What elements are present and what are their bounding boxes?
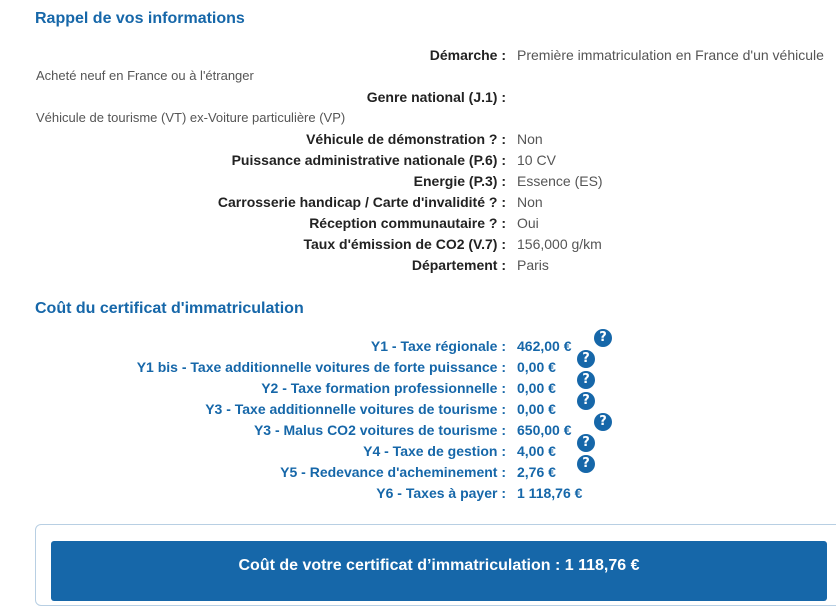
help-icon[interactable]: ? bbox=[577, 371, 595, 389]
genre-value: Véhicule de tourisme (VT) ex-Voiture particulière (VP) bbox=[36, 110, 346, 125]
info-value: 156,000 g/km bbox=[517, 236, 602, 252]
info-value: 10 CV bbox=[517, 152, 556, 168]
cost-value: 462,00 € bbox=[517, 338, 572, 354]
info-row bbox=[0, 213, 836, 233]
info-label: Energie (P.3) : bbox=[413, 173, 506, 189]
cost-row bbox=[0, 456, 836, 482]
help-icon[interactable]: ? bbox=[577, 350, 595, 368]
help-icon[interactable]: ? bbox=[594, 329, 612, 347]
cost-value: 650,00 € bbox=[517, 422, 572, 438]
info-label: Réception communautaire ? : bbox=[309, 215, 506, 231]
cost-section-title: Coût du certificat d'immatriculation bbox=[35, 300, 304, 317]
cost-row bbox=[0, 393, 836, 419]
demarche-value: Première immatriculation en France d'un véhicule bbox=[517, 47, 824, 63]
cost-value: 1 118,76 € bbox=[517, 485, 583, 501]
info-row bbox=[0, 150, 836, 170]
cost-label: Y1 - Taxe régionale : bbox=[370, 338, 506, 354]
info-value: Paris bbox=[517, 257, 549, 273]
info-row bbox=[0, 234, 836, 254]
demarche-label: Démarche : bbox=[429, 47, 506, 63]
info-row bbox=[0, 255, 836, 275]
cost-label: Y2 - Taxe formation professionnelle : bbox=[261, 380, 506, 396]
demarche-row bbox=[0, 45, 836, 65]
total-banner bbox=[51, 541, 827, 601]
cost-row bbox=[0, 372, 836, 398]
info-value: Non bbox=[517, 194, 543, 210]
demarche-value-continued: Acheté neuf en France ou à l'étranger bbox=[36, 68, 254, 83]
help-icon[interactable]: ? bbox=[594, 413, 612, 431]
cost-value: 0,00 € bbox=[517, 380, 556, 396]
total-cost-text: Coût de votre certificat d’immatriculation : 1 118,76 € bbox=[238, 557, 640, 574]
info-label: Véhicule de démonstration ? : bbox=[306, 131, 506, 147]
cost-value: 0,00 € bbox=[517, 359, 556, 375]
info-label: Taux d'émission de CO2 (V.7) : bbox=[303, 236, 506, 252]
info-value: Essence (ES) bbox=[517, 173, 603, 189]
info-section-title: Rappel de vos informations bbox=[35, 10, 245, 27]
cost-label: Y4 - Taxe de gestion : bbox=[363, 443, 506, 459]
info-label: Puissance administrative nationale (P.6) : bbox=[231, 152, 506, 168]
info-row bbox=[0, 192, 836, 212]
cost-label: Y6 - Taxes à payer : bbox=[376, 485, 506, 501]
help-icon[interactable]: ? bbox=[577, 455, 595, 473]
cost-value: 4,00 € bbox=[517, 443, 556, 459]
cost-value: 0,00 € bbox=[517, 401, 556, 417]
cost-label: Y5 - Redevance d'acheminement : bbox=[280, 464, 506, 480]
info-label: Département : bbox=[411, 257, 506, 273]
cost-row bbox=[0, 330, 836, 356]
info-value: Non bbox=[517, 131, 543, 147]
cost-label: Y3 - Taxe additionnelle voitures de tourisme : bbox=[205, 401, 506, 417]
info-row bbox=[0, 129, 836, 149]
help-icon[interactable]: ? bbox=[577, 434, 595, 452]
cost-row bbox=[0, 435, 836, 461]
genre-row bbox=[0, 87, 836, 107]
cost-row bbox=[0, 414, 836, 440]
cost-row bbox=[0, 351, 836, 377]
info-label: Carrosserie handicap / Carte d'invalidité ? : bbox=[217, 194, 506, 210]
genre-label: Genre national (J.1) : bbox=[366, 89, 506, 105]
info-value: Oui bbox=[517, 215, 539, 231]
cost-label: Y1 bis - Taxe additionnelle voitures de forte puissance : bbox=[136, 359, 506, 375]
cost-label: Y3 - Malus CO2 voitures de tourisme : bbox=[253, 422, 506, 438]
cost-row-total bbox=[0, 483, 836, 503]
help-icon[interactable]: ? bbox=[577, 392, 595, 410]
info-row bbox=[0, 171, 836, 191]
cost-value: 2,76 € bbox=[517, 464, 556, 480]
